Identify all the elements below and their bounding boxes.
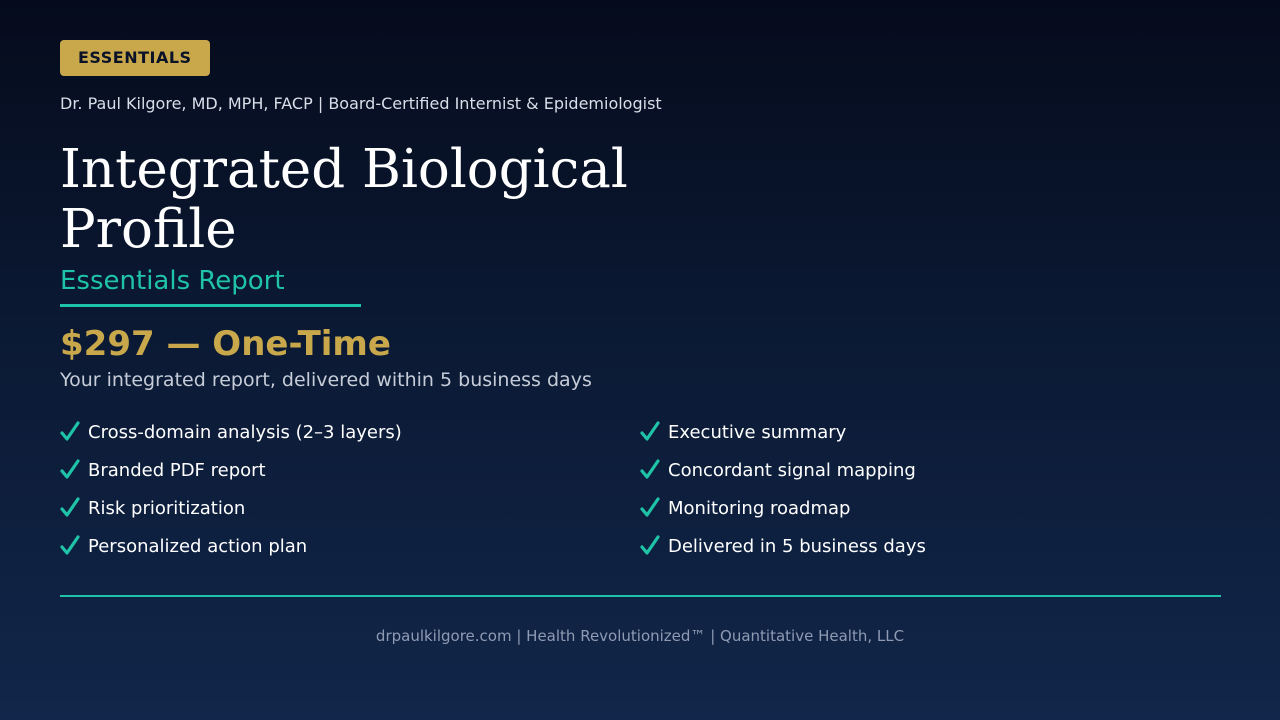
- checkmark-icon: [640, 459, 660, 481]
- feature-label: Monitoring roadmap: [668, 497, 851, 519]
- feature-label: Delivered in 5 business days: [668, 535, 926, 557]
- feature-label: Branded PDF report: [88, 459, 266, 481]
- feature-label: Executive summary: [668, 421, 847, 443]
- checkmark-icon: [640, 497, 660, 519]
- feature-item: [60, 494, 640, 522]
- feature-item: [60, 418, 640, 446]
- checkmark-icon: [60, 421, 80, 443]
- page-title: Integrated Biological Profile: [60, 139, 628, 260]
- subtitle-underline: [60, 304, 361, 307]
- checkmark-icon: [60, 535, 80, 557]
- price-label: $297 — One-Time: [60, 324, 391, 364]
- report-subtitle: Essentials Report: [60, 266, 285, 296]
- feature-item: [60, 532, 640, 560]
- feature-item: [640, 532, 1220, 560]
- feature-item: [640, 494, 1220, 522]
- essentials-badge: ESSENTIALS: [60, 40, 210, 76]
- feature-label: Risk prioritization: [88, 497, 246, 519]
- feature-label: Cross-domain analysis (2–3 layers): [88, 421, 402, 443]
- footer-text: drpaulkilgore.com | Health Revolutionized™ | Quantitative Health, LLC: [375, 627, 905, 645]
- feature-label: Personalized action plan: [88, 535, 308, 557]
- feature-label: Concordant signal mapping: [668, 459, 916, 481]
- feature-item: [60, 456, 640, 484]
- feature-item: [640, 456, 1220, 484]
- feature-item: [640, 418, 1220, 446]
- feature-list: [60, 418, 1220, 570]
- checkmark-icon: [60, 459, 80, 481]
- checkmark-icon: [60, 497, 80, 519]
- checkmark-icon: [640, 421, 660, 443]
- delivery-note: Your integrated report, delivered within 5 business days: [60, 369, 592, 391]
- footer-divider: [60, 595, 1221, 597]
- author-credentials: Dr. Paul Kilgore, MD, MPH, FACP | Board-Certified Internist & Epidemiologist: [60, 94, 662, 113]
- checkmark-icon: [640, 535, 660, 557]
